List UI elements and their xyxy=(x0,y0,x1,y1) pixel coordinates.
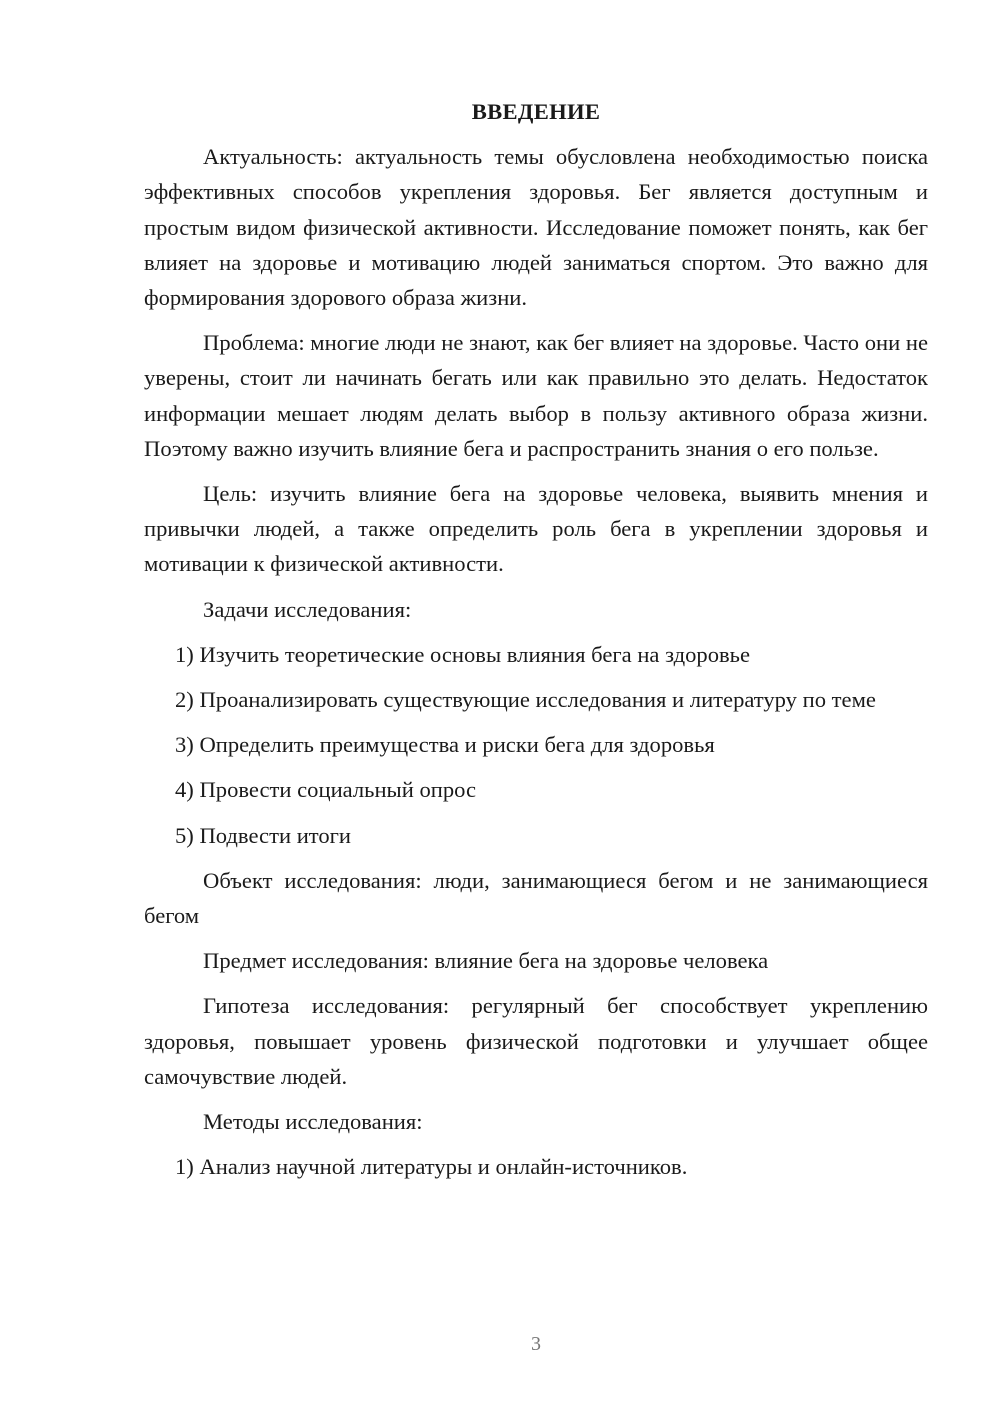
document-title: ВВЕДЕНИЕ xyxy=(471,99,601,124)
document-page xyxy=(144,94,928,1194)
page-number: 3 xyxy=(531,1333,541,1355)
list-item: 5) Подвести итоги xyxy=(175,822,352,848)
list-item: 2) Проанализировать существующие исследования и литературу по теме xyxy=(175,687,876,713)
paragraph-hypothesis: Гипотеза исследования: регулярный бег способствует укреплению здоровья, повышает уровень физической подготовки и улучшает общее самочувствие людей. xyxy=(144,993,928,1089)
paragraph-relevance: Актуальность: актуальность темы обусловлена необходимостью поиска эффективных способов укрепления здоровья. Бег является доступным и простым видом физической активности. Исследование поможет понять, как бег влияет на здоровье и мотивацию людей заниматься спортом. Это важно для формирования здорового образа жизни. xyxy=(144,144,928,311)
paragraph-object: Объект исследования: люди, занимающиеся бегом и не занимающиеся бегом xyxy=(144,867,928,929)
list-item: 1) Анализ научной литературы и онлайн-источников. xyxy=(175,1154,688,1180)
paragraph-goal: Цель: изучить влияние бега на здоровье человека, выявить мнения и привычки людей, а также определить роль бега в укреплении здоровья и мотивации к физической активности. xyxy=(144,481,928,577)
paragraph-problem: Проблема: многие люди не знают, как бег влияет на здоровье. Часто они не уверены, стоит ли начинать бегать или как правильно это делать. Недостаток информации мешает людям делать выбор в пользу активного образа жизни. Поэтому важно изучить влияние бега и распространить знания о его пользе. xyxy=(144,330,928,461)
paragraph-tasks-heading: Задачи исследования: xyxy=(203,596,412,622)
list-item: 4) Провести социальный опрос xyxy=(175,777,477,803)
list-item: 3) Определить преимущества и риски бега для здоровья xyxy=(175,732,715,758)
paragraph-subject: Предмет исследования: влияние бега на здоровье человека xyxy=(203,948,769,974)
paragraph-methods-heading: Методы исследования: xyxy=(203,1109,423,1135)
list-item: 1) Изучить теоретические основы влияния бега на здоровье xyxy=(175,641,750,667)
